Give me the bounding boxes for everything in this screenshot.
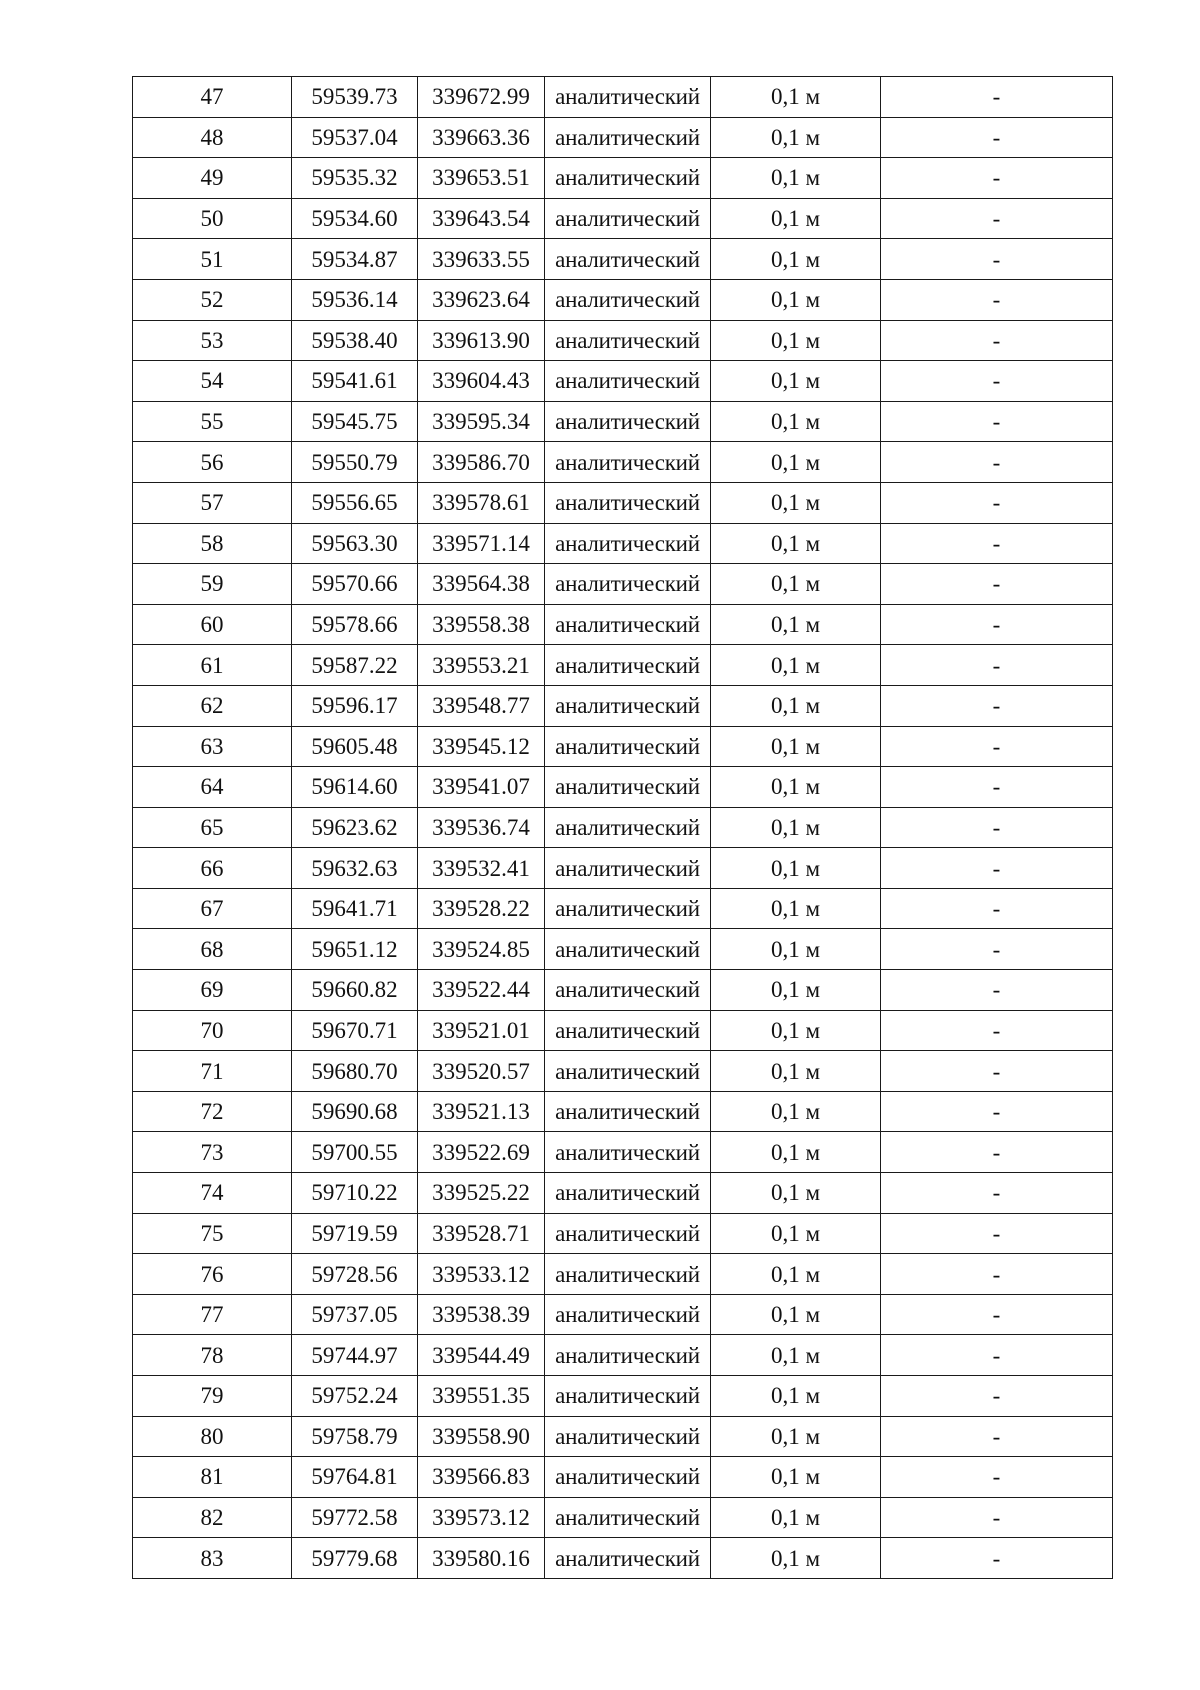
point-number-cell: 56 bbox=[133, 442, 292, 483]
accuracy-cell: 0,1 м bbox=[711, 442, 881, 483]
method-cell: аналитический bbox=[545, 482, 711, 523]
note-cell: - bbox=[881, 970, 1113, 1011]
note-cell: - bbox=[881, 848, 1113, 889]
point-number-cell: 53 bbox=[133, 320, 292, 361]
y-coordinate-cell: 339558.38 bbox=[418, 604, 545, 645]
table-row bbox=[133, 888, 1113, 929]
point-number-cell: 61 bbox=[133, 645, 292, 686]
accuracy-cell: 0,1 м bbox=[711, 1132, 881, 1173]
accuracy-cell: 0,1 м bbox=[711, 564, 881, 605]
y-coordinate-cell: 339613.90 bbox=[418, 320, 545, 361]
point-number-cell: 71 bbox=[133, 1051, 292, 1092]
x-coordinate-cell: 59690.68 bbox=[292, 1091, 418, 1132]
method-cell: аналитический bbox=[545, 1497, 711, 1538]
method-cell: аналитический bbox=[545, 604, 711, 645]
method-cell: аналитический bbox=[545, 970, 711, 1011]
x-coordinate-cell: 59670.71 bbox=[292, 1010, 418, 1051]
x-coordinate-cell: 59641.71 bbox=[292, 888, 418, 929]
table-row bbox=[133, 1538, 1113, 1579]
accuracy-cell: 0,1 м bbox=[711, 1173, 881, 1214]
note-cell: - bbox=[881, 442, 1113, 483]
table-row bbox=[133, 442, 1113, 483]
table-row bbox=[133, 1457, 1113, 1498]
table-row bbox=[133, 1173, 1113, 1214]
y-coordinate-cell: 339524.85 bbox=[418, 929, 545, 970]
x-coordinate-cell: 59587.22 bbox=[292, 645, 418, 686]
point-number-cell: 59 bbox=[133, 564, 292, 605]
method-cell: аналитический bbox=[545, 239, 711, 280]
x-coordinate-cell: 59534.60 bbox=[292, 198, 418, 239]
accuracy-cell: 0,1 м bbox=[711, 848, 881, 889]
x-coordinate-cell: 59605.48 bbox=[292, 726, 418, 767]
x-coordinate-cell: 59623.62 bbox=[292, 807, 418, 848]
point-number-cell: 62 bbox=[133, 685, 292, 726]
accuracy-cell: 0,1 м bbox=[711, 158, 881, 199]
x-coordinate-cell: 59536.14 bbox=[292, 279, 418, 320]
y-coordinate-cell: 339551.35 bbox=[418, 1376, 545, 1417]
note-cell: - bbox=[881, 77, 1113, 118]
y-coordinate-cell: 339586.70 bbox=[418, 442, 545, 483]
note-cell: - bbox=[881, 1010, 1113, 1051]
y-coordinate-cell: 339528.22 bbox=[418, 888, 545, 929]
method-cell: аналитический bbox=[545, 1254, 711, 1295]
point-number-cell: 73 bbox=[133, 1132, 292, 1173]
point-number-cell: 81 bbox=[133, 1457, 292, 1498]
y-coordinate-cell: 339522.69 bbox=[418, 1132, 545, 1173]
accuracy-cell: 0,1 м bbox=[711, 523, 881, 564]
x-coordinate-cell: 59719.59 bbox=[292, 1213, 418, 1254]
y-coordinate-cell: 339536.74 bbox=[418, 807, 545, 848]
point-number-cell: 74 bbox=[133, 1173, 292, 1214]
x-coordinate-cell: 59556.65 bbox=[292, 482, 418, 523]
coordinates-table-body bbox=[133, 77, 1113, 1579]
y-coordinate-cell: 339545.12 bbox=[418, 726, 545, 767]
note-cell: - bbox=[881, 1335, 1113, 1376]
point-number-cell: 68 bbox=[133, 929, 292, 970]
note-cell: - bbox=[881, 1497, 1113, 1538]
method-cell: аналитический bbox=[545, 929, 711, 970]
x-coordinate-cell: 59710.22 bbox=[292, 1173, 418, 1214]
method-cell: аналитический bbox=[545, 1051, 711, 1092]
point-number-cell: 70 bbox=[133, 1010, 292, 1051]
method-cell: аналитический bbox=[545, 1132, 711, 1173]
table-row bbox=[133, 482, 1113, 523]
accuracy-cell: 0,1 м bbox=[711, 198, 881, 239]
x-coordinate-cell: 59651.12 bbox=[292, 929, 418, 970]
point-number-cell: 57 bbox=[133, 482, 292, 523]
point-number-cell: 67 bbox=[133, 888, 292, 929]
point-number-cell: 77 bbox=[133, 1294, 292, 1335]
accuracy-cell: 0,1 м bbox=[711, 767, 881, 808]
accuracy-cell: 0,1 м bbox=[711, 1376, 881, 1417]
point-number-cell: 49 bbox=[133, 158, 292, 199]
method-cell: аналитический bbox=[545, 1213, 711, 1254]
accuracy-cell: 0,1 м bbox=[711, 888, 881, 929]
table-row bbox=[133, 767, 1113, 808]
x-coordinate-cell: 59737.05 bbox=[292, 1294, 418, 1335]
table-row bbox=[133, 1294, 1113, 1335]
point-number-cell: 79 bbox=[133, 1376, 292, 1417]
table-row bbox=[133, 198, 1113, 239]
x-coordinate-cell: 59539.73 bbox=[292, 77, 418, 118]
note-cell: - bbox=[881, 361, 1113, 402]
note-cell: - bbox=[881, 158, 1113, 199]
method-cell: аналитический bbox=[545, 564, 711, 605]
table-row bbox=[133, 726, 1113, 767]
accuracy-cell: 0,1 м bbox=[711, 1416, 881, 1457]
accuracy-cell: 0,1 м bbox=[711, 279, 881, 320]
y-coordinate-cell: 339553.21 bbox=[418, 645, 545, 686]
method-cell: аналитический bbox=[545, 158, 711, 199]
x-coordinate-cell: 59632.63 bbox=[292, 848, 418, 889]
point-number-cell: 72 bbox=[133, 1091, 292, 1132]
accuracy-cell: 0,1 м bbox=[711, 239, 881, 280]
accuracy-cell: 0,1 м bbox=[711, 807, 881, 848]
accuracy-cell: 0,1 м bbox=[711, 1457, 881, 1498]
note-cell: - bbox=[881, 1173, 1113, 1214]
x-coordinate-cell: 59563.30 bbox=[292, 523, 418, 564]
y-coordinate-cell: 339578.61 bbox=[418, 482, 545, 523]
note-cell: - bbox=[881, 564, 1113, 605]
method-cell: аналитический bbox=[545, 1294, 711, 1335]
note-cell: - bbox=[881, 767, 1113, 808]
y-coordinate-cell: 339580.16 bbox=[418, 1538, 545, 1579]
table-row bbox=[133, 361, 1113, 402]
table-row bbox=[133, 848, 1113, 889]
table-row bbox=[133, 1010, 1113, 1051]
point-number-cell: 82 bbox=[133, 1497, 292, 1538]
point-number-cell: 76 bbox=[133, 1254, 292, 1295]
method-cell: аналитический bbox=[545, 1335, 711, 1376]
accuracy-cell: 0,1 м bbox=[711, 361, 881, 402]
accuracy-cell: 0,1 м bbox=[711, 1335, 881, 1376]
y-coordinate-cell: 339653.51 bbox=[418, 158, 545, 199]
point-number-cell: 52 bbox=[133, 279, 292, 320]
y-coordinate-cell: 339541.07 bbox=[418, 767, 545, 808]
note-cell: - bbox=[881, 279, 1113, 320]
table-row bbox=[133, 604, 1113, 645]
x-coordinate-cell: 59534.87 bbox=[292, 239, 418, 280]
accuracy-cell: 0,1 м bbox=[711, 726, 881, 767]
accuracy-cell: 0,1 м bbox=[711, 1538, 881, 1579]
method-cell: аналитический bbox=[545, 807, 711, 848]
table-row bbox=[133, 1497, 1113, 1538]
accuracy-cell: 0,1 м bbox=[711, 482, 881, 523]
method-cell: аналитический bbox=[545, 1457, 711, 1498]
note-cell: - bbox=[881, 198, 1113, 239]
y-coordinate-cell: 339520.57 bbox=[418, 1051, 545, 1092]
point-number-cell: 60 bbox=[133, 604, 292, 645]
y-coordinate-cell: 339566.83 bbox=[418, 1457, 545, 1498]
accuracy-cell: 0,1 м bbox=[711, 77, 881, 118]
note-cell: - bbox=[881, 1416, 1113, 1457]
method-cell: аналитический bbox=[545, 685, 711, 726]
note-cell: - bbox=[881, 239, 1113, 280]
note-cell: - bbox=[881, 1132, 1113, 1173]
accuracy-cell: 0,1 м bbox=[711, 685, 881, 726]
table-row bbox=[133, 807, 1113, 848]
method-cell: аналитический bbox=[545, 1416, 711, 1457]
accuracy-cell: 0,1 м bbox=[711, 604, 881, 645]
note-cell: - bbox=[881, 1294, 1113, 1335]
accuracy-cell: 0,1 м bbox=[711, 401, 881, 442]
y-coordinate-cell: 339573.12 bbox=[418, 1497, 545, 1538]
method-cell: аналитический bbox=[545, 442, 711, 483]
x-coordinate-cell: 59752.24 bbox=[292, 1376, 418, 1417]
note-cell: - bbox=[881, 117, 1113, 158]
x-coordinate-cell: 59660.82 bbox=[292, 970, 418, 1011]
table-row bbox=[133, 1254, 1113, 1295]
x-coordinate-cell: 59535.32 bbox=[292, 158, 418, 199]
x-coordinate-cell: 59744.97 bbox=[292, 1335, 418, 1376]
point-number-cell: 51 bbox=[133, 239, 292, 280]
table-row bbox=[133, 1091, 1113, 1132]
point-number-cell: 78 bbox=[133, 1335, 292, 1376]
point-number-cell: 47 bbox=[133, 77, 292, 118]
table-row bbox=[133, 929, 1113, 970]
note-cell: - bbox=[881, 1051, 1113, 1092]
x-coordinate-cell: 59764.81 bbox=[292, 1457, 418, 1498]
note-cell: - bbox=[881, 320, 1113, 361]
x-coordinate-cell: 59758.79 bbox=[292, 1416, 418, 1457]
method-cell: аналитический bbox=[545, 1010, 711, 1051]
method-cell: аналитический bbox=[545, 198, 711, 239]
table-row bbox=[133, 1416, 1113, 1457]
y-coordinate-cell: 339538.39 bbox=[418, 1294, 545, 1335]
table-row bbox=[133, 523, 1113, 564]
point-number-cell: 64 bbox=[133, 767, 292, 808]
accuracy-cell: 0,1 м bbox=[711, 970, 881, 1011]
y-coordinate-cell: 339633.55 bbox=[418, 239, 545, 280]
accuracy-cell: 0,1 м bbox=[711, 1213, 881, 1254]
table-row bbox=[133, 401, 1113, 442]
accuracy-cell: 0,1 м bbox=[711, 320, 881, 361]
accuracy-cell: 0,1 м bbox=[711, 117, 881, 158]
x-coordinate-cell: 59779.68 bbox=[292, 1538, 418, 1579]
accuracy-cell: 0,1 м bbox=[711, 645, 881, 686]
method-cell: аналитический bbox=[545, 320, 711, 361]
y-coordinate-cell: 339558.90 bbox=[418, 1416, 545, 1457]
note-cell: - bbox=[881, 807, 1113, 848]
y-coordinate-cell: 339604.43 bbox=[418, 361, 545, 402]
point-number-cell: 58 bbox=[133, 523, 292, 564]
x-coordinate-cell: 59772.58 bbox=[292, 1497, 418, 1538]
x-coordinate-cell: 59700.55 bbox=[292, 1132, 418, 1173]
point-number-cell: 48 bbox=[133, 117, 292, 158]
table-row bbox=[133, 564, 1113, 605]
method-cell: аналитический bbox=[545, 767, 711, 808]
y-coordinate-cell: 339521.13 bbox=[418, 1091, 545, 1132]
method-cell: аналитический bbox=[545, 848, 711, 889]
y-coordinate-cell: 339548.77 bbox=[418, 685, 545, 726]
note-cell: - bbox=[881, 1457, 1113, 1498]
table-row bbox=[133, 77, 1113, 118]
table-row bbox=[133, 970, 1113, 1011]
y-coordinate-cell: 339525.22 bbox=[418, 1173, 545, 1214]
y-coordinate-cell: 339521.01 bbox=[418, 1010, 545, 1051]
x-coordinate-cell: 59545.75 bbox=[292, 401, 418, 442]
note-cell: - bbox=[881, 1213, 1113, 1254]
x-coordinate-cell: 59541.61 bbox=[292, 361, 418, 402]
note-cell: - bbox=[881, 1091, 1113, 1132]
method-cell: аналитический bbox=[545, 401, 711, 442]
method-cell: аналитический bbox=[545, 645, 711, 686]
x-coordinate-cell: 59550.79 bbox=[292, 442, 418, 483]
method-cell: аналитический bbox=[545, 523, 711, 564]
method-cell: аналитический bbox=[545, 888, 711, 929]
y-coordinate-cell: 339544.49 bbox=[418, 1335, 545, 1376]
table-row bbox=[133, 1132, 1113, 1173]
table-row bbox=[133, 1376, 1113, 1417]
table-row bbox=[133, 239, 1113, 280]
note-cell: - bbox=[881, 726, 1113, 767]
point-number-cell: 50 bbox=[133, 198, 292, 239]
point-number-cell: 66 bbox=[133, 848, 292, 889]
point-number-cell: 55 bbox=[133, 401, 292, 442]
coordinates-table bbox=[132, 76, 1113, 1579]
table-row bbox=[133, 158, 1113, 199]
note-cell: - bbox=[881, 401, 1113, 442]
x-coordinate-cell: 59537.04 bbox=[292, 117, 418, 158]
method-cell: аналитический bbox=[545, 1091, 711, 1132]
x-coordinate-cell: 59538.40 bbox=[292, 320, 418, 361]
method-cell: аналитический bbox=[545, 1376, 711, 1417]
note-cell: - bbox=[881, 1376, 1113, 1417]
x-coordinate-cell: 59578.66 bbox=[292, 604, 418, 645]
y-coordinate-cell: 339533.12 bbox=[418, 1254, 545, 1295]
y-coordinate-cell: 339571.14 bbox=[418, 523, 545, 564]
table-row bbox=[133, 645, 1113, 686]
table-row bbox=[133, 1051, 1113, 1092]
note-cell: - bbox=[881, 523, 1113, 564]
accuracy-cell: 0,1 м bbox=[711, 1051, 881, 1092]
note-cell: - bbox=[881, 929, 1113, 970]
method-cell: аналитический bbox=[545, 1173, 711, 1214]
method-cell: аналитический bbox=[545, 117, 711, 158]
method-cell: аналитический bbox=[545, 279, 711, 320]
note-cell: - bbox=[881, 1254, 1113, 1295]
point-number-cell: 69 bbox=[133, 970, 292, 1011]
y-coordinate-cell: 339672.99 bbox=[418, 77, 545, 118]
note-cell: - bbox=[881, 604, 1113, 645]
x-coordinate-cell: 59614.60 bbox=[292, 767, 418, 808]
accuracy-cell: 0,1 м bbox=[711, 1091, 881, 1132]
point-number-cell: 65 bbox=[133, 807, 292, 848]
accuracy-cell: 0,1 м bbox=[711, 1254, 881, 1295]
note-cell: - bbox=[881, 888, 1113, 929]
table-row bbox=[133, 279, 1113, 320]
method-cell: аналитический bbox=[545, 361, 711, 402]
method-cell: аналитический bbox=[545, 1538, 711, 1579]
note-cell: - bbox=[881, 645, 1113, 686]
note-cell: - bbox=[881, 1538, 1113, 1579]
table-row bbox=[133, 685, 1113, 726]
point-number-cell: 75 bbox=[133, 1213, 292, 1254]
point-number-cell: 83 bbox=[133, 1538, 292, 1579]
method-cell: аналитический bbox=[545, 77, 711, 118]
x-coordinate-cell: 59570.66 bbox=[292, 564, 418, 605]
y-coordinate-cell: 339663.36 bbox=[418, 117, 545, 158]
y-coordinate-cell: 339532.41 bbox=[418, 848, 545, 889]
note-cell: - bbox=[881, 482, 1113, 523]
y-coordinate-cell: 339595.34 bbox=[418, 401, 545, 442]
table-row bbox=[133, 1213, 1113, 1254]
method-cell: аналитический bbox=[545, 726, 711, 767]
table-row bbox=[133, 320, 1113, 361]
y-coordinate-cell: 339643.54 bbox=[418, 198, 545, 239]
x-coordinate-cell: 59728.56 bbox=[292, 1254, 418, 1295]
y-coordinate-cell: 339623.64 bbox=[418, 279, 545, 320]
note-cell: - bbox=[881, 685, 1113, 726]
table-row bbox=[133, 1335, 1113, 1376]
y-coordinate-cell: 339528.71 bbox=[418, 1213, 545, 1254]
x-coordinate-cell: 59596.17 bbox=[292, 685, 418, 726]
x-coordinate-cell: 59680.70 bbox=[292, 1051, 418, 1092]
accuracy-cell: 0,1 м bbox=[711, 1294, 881, 1335]
accuracy-cell: 0,1 м bbox=[711, 1010, 881, 1051]
y-coordinate-cell: 339564.38 bbox=[418, 564, 545, 605]
point-number-cell: 63 bbox=[133, 726, 292, 767]
table-row bbox=[133, 117, 1113, 158]
accuracy-cell: 0,1 м bbox=[711, 929, 881, 970]
accuracy-cell: 0,1 м bbox=[711, 1497, 881, 1538]
y-coordinate-cell: 339522.44 bbox=[418, 970, 545, 1011]
point-number-cell: 80 bbox=[133, 1416, 292, 1457]
point-number-cell: 54 bbox=[133, 361, 292, 402]
